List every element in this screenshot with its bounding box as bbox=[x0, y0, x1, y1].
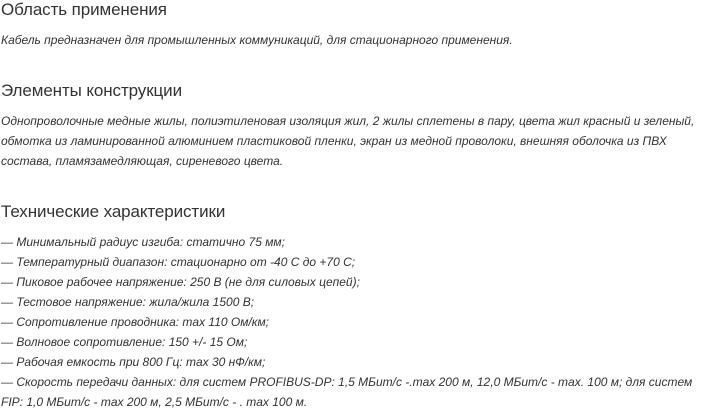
spec-item-peak-voltage: — Пиковое рабочее напряжение: 250 В (не для силовых цепей); bbox=[1, 275, 360, 289]
section-title-specifications: Технические характеристики bbox=[1, 202, 226, 221]
construction-text: Однопроволочные медные жилы, полиэтиленовая изоляция жил, 2 жилы сплетены в пару, цвета жил красный и зеленый, обмотка из ламинированной алюминием пластиковой пленки, экран из медной проволоки, внешняя оболочка из ПВХ состава, пламязамедляющая, сиреневого цвета. bbox=[1, 114, 695, 168]
specifications-list bbox=[1, 232, 715, 412]
spec-item-conductor-resistance: — Сопротивление проводника: max 110 Ом/км; bbox=[1, 315, 270, 329]
application-text: Кабель предназначен для промышленных коммуникаций, для стационарного применения. bbox=[1, 33, 513, 47]
section-title-construction: Элементы конструкции bbox=[1, 81, 182, 100]
spec-item-temperature: — Температурный диапазон: стационарно от -40 С до +70 С; bbox=[1, 255, 356, 269]
spec-item-data-rate: — Скорость передачи данных: для систем PROFIBUS-DP: 1,5 МБит/с -.max 200 м, 12,0 МБит/с - max. 100 м; для систем FIP: 1,0 МБит/с - max 200 м, 2,5 МБит/с - . max 100 м. bbox=[1, 375, 693, 409]
section-title-application: Область применения bbox=[1, 0, 167, 19]
spec-item-bend-radius: — Минимальный радиус изгиба: статично 75 мм; bbox=[1, 235, 285, 249]
spec-item-capacitance: — Рабочая емкость при 800 Гц: max 30 нФ/км; bbox=[1, 355, 266, 369]
spec-item-test-voltage: — Тестовое напряжение: жила/жила 1500 В; bbox=[1, 295, 255, 309]
spec-item-impedance: — Волновое сопротивление: 150 +/- 15 Ом; bbox=[1, 335, 248, 349]
